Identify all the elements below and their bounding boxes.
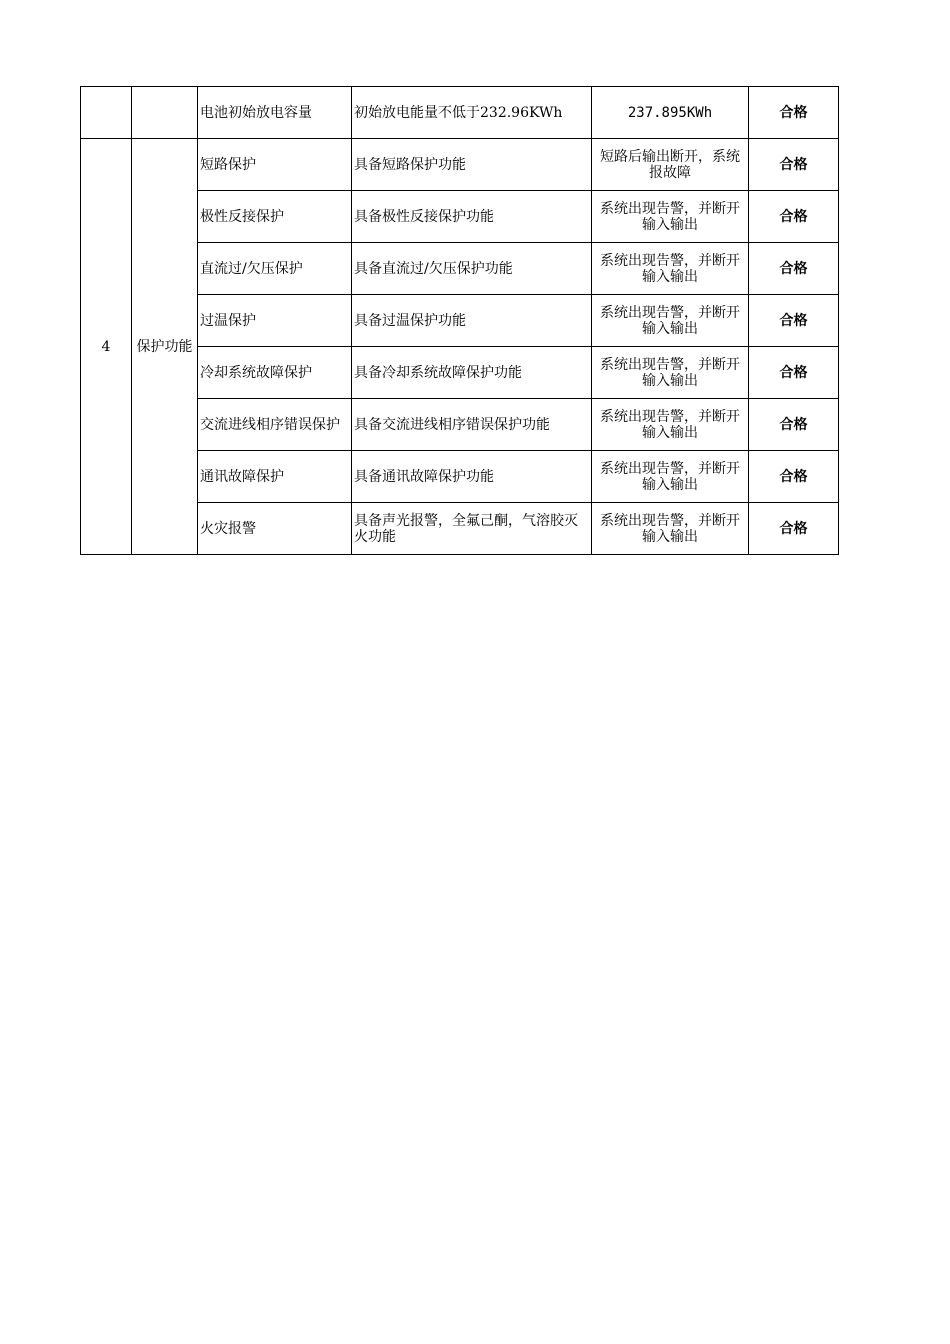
item-cell: 交流进线相序错误保护: [198, 399, 352, 451]
judgement-cell: 合格: [749, 295, 839, 347]
test-results-table: [80, 86, 839, 555]
judgement-cell: 合格: [749, 503, 839, 555]
requirement-cell: 具备交流进线相序错误保护功能: [352, 399, 592, 451]
judgement-cell: 合格: [749, 243, 839, 295]
requirement-cell: 具备短路保护功能: [352, 139, 592, 191]
item-cell: 过温保护: [198, 295, 352, 347]
judgement-cell: 合格: [749, 191, 839, 243]
result-cell: 系统出现告警，并断开输入输出: [592, 191, 749, 243]
item-cell: 短路保护: [198, 139, 352, 191]
result-cell: 系统出现告警，并断开输入输出: [592, 451, 749, 503]
judgement-cell: 合格: [749, 399, 839, 451]
requirement-cell: 具备直流过/欠压保护功能: [352, 243, 592, 295]
category-cell: [132, 87, 198, 139]
item-cell: 通讯故障保护: [198, 451, 352, 503]
result-cell: 短路后输出断开，系统报故障: [592, 139, 749, 191]
result-cell: 系统出现告警，并断开输入输出: [592, 295, 749, 347]
group-category-cell: 保护功能: [132, 139, 198, 555]
group-number-cell: 4: [81, 139, 132, 555]
judgement-cell: 合格: [749, 347, 839, 399]
item-cell: 火灾报警: [198, 503, 352, 555]
item-cell: 电池初始放电容量: [198, 87, 352, 139]
result-cell: 系统出现告警，并断开输入输出: [592, 399, 749, 451]
requirement-cell: 具备冷却系统故障保护功能: [352, 347, 592, 399]
result-cell: 系统出现告警，并断开输入输出: [592, 347, 749, 399]
table-row: [81, 87, 839, 139]
number-cell: [81, 87, 132, 139]
judgement-cell: 合格: [749, 87, 839, 139]
item-cell: 直流过/欠压保护: [198, 243, 352, 295]
requirement-cell: 具备过温保护功能: [352, 295, 592, 347]
result-cell: 系统出现告警，并断开输入输出: [592, 503, 749, 555]
item-cell: 极性反接保护: [198, 191, 352, 243]
table-row: [81, 139, 839, 191]
requirement-cell: 具备极性反接保护功能: [352, 191, 592, 243]
requirement-cell: 具备通讯故障保护功能: [352, 451, 592, 503]
requirement-cell: 初始放电能量不低于232.96KWh: [352, 87, 592, 139]
requirement-cell: 具备声光报警，全氟己酮，气溶胶灭火功能: [352, 503, 592, 555]
result-cell: 237.895KWh: [592, 87, 749, 139]
item-cell: 冷却系统故障保护: [198, 347, 352, 399]
result-cell: 系统出现告警，并断开输入输出: [592, 243, 749, 295]
judgement-cell: 合格: [749, 139, 839, 191]
judgement-cell: 合格: [749, 451, 839, 503]
